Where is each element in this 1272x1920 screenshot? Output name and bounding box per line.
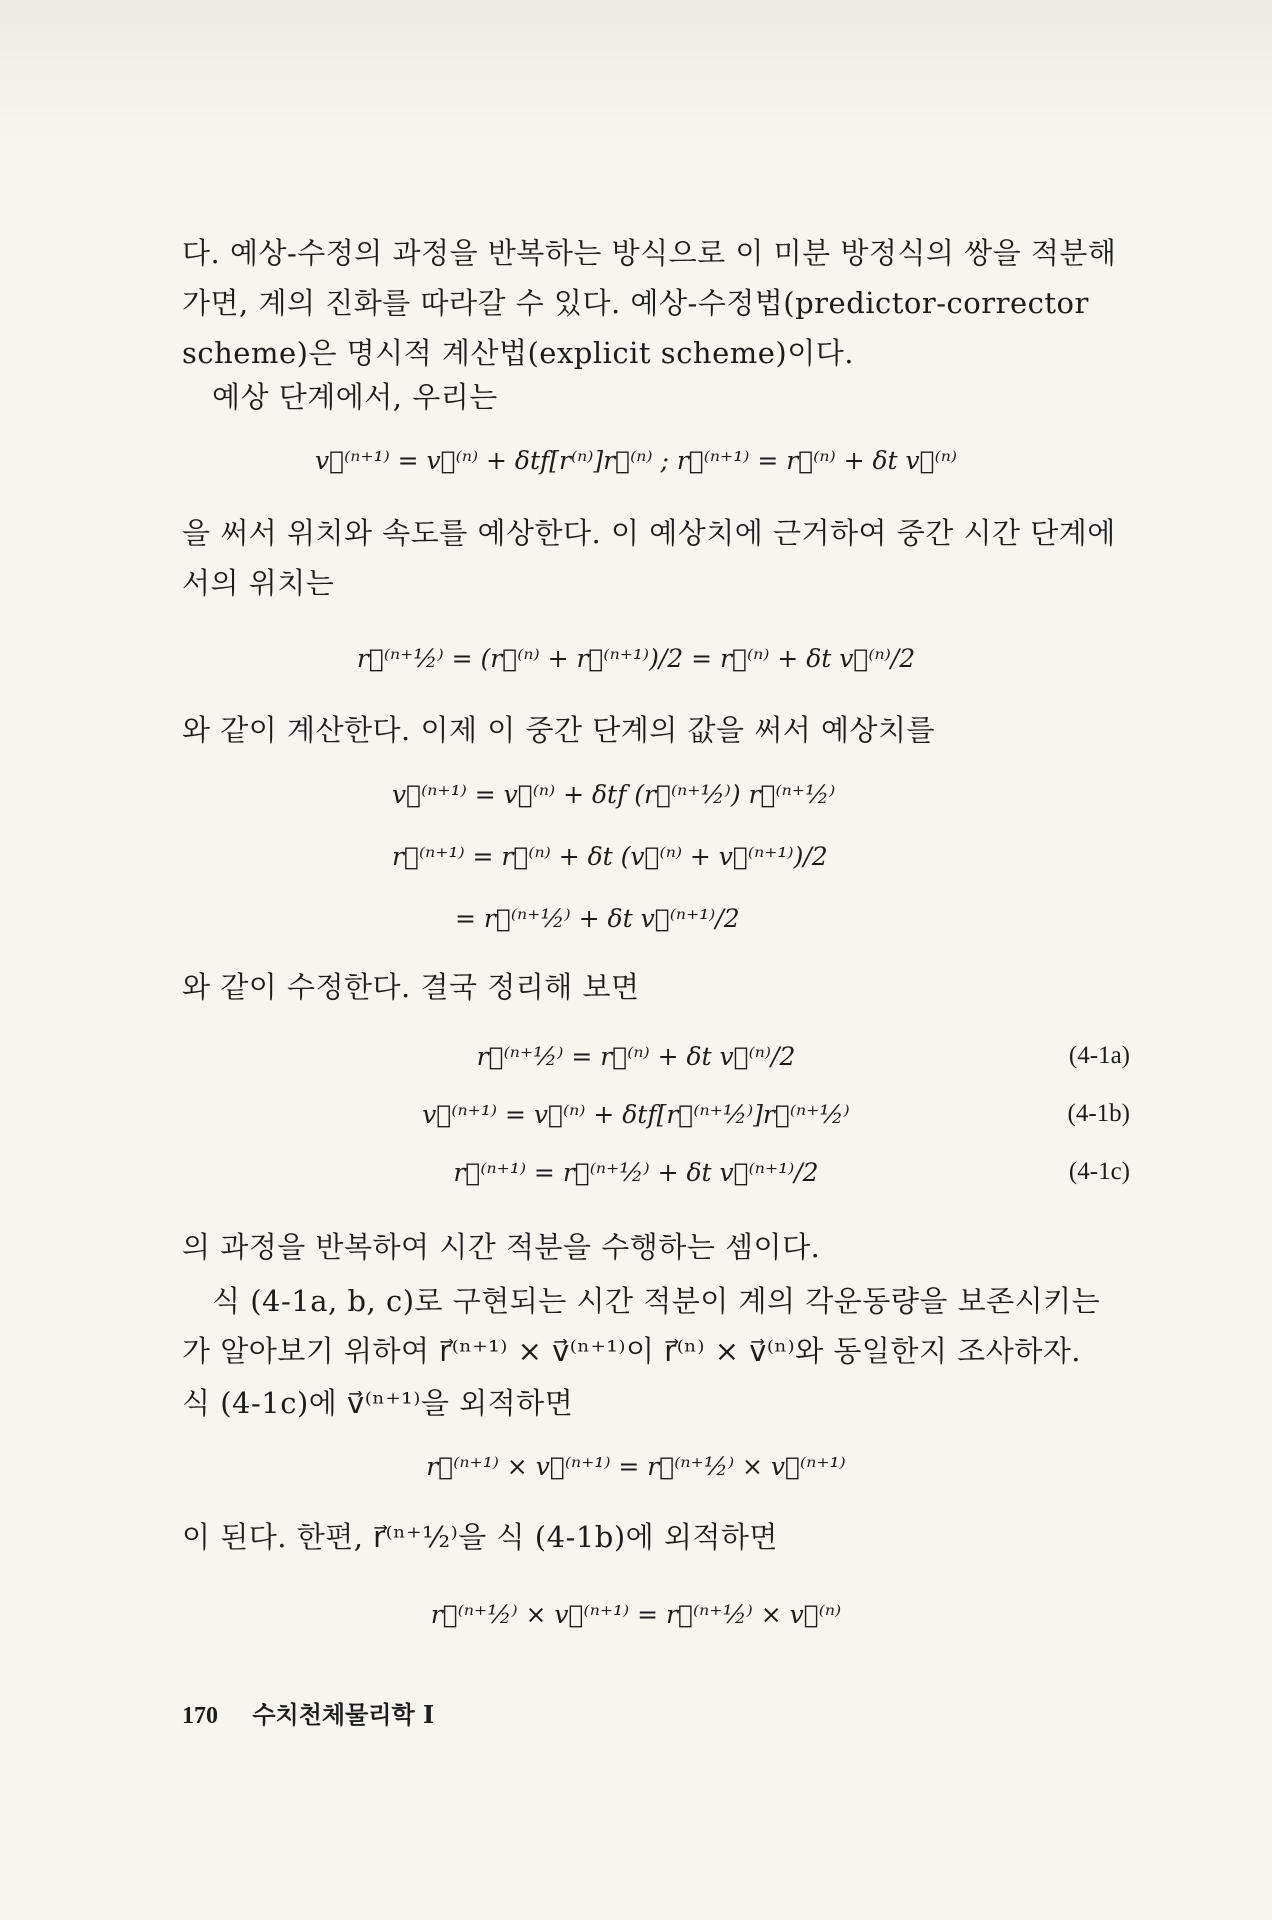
paragraph-2: 예상 단계에서, 우리는 (212, 380, 498, 414)
equation-cross-2: r⃗⁽ⁿ⁺½⁾ × v⃗⁽ⁿ⁺¹⁾ = r⃗⁽ⁿ⁺½⁾ × v⃗⁽ⁿ⁾ (430, 1600, 842, 1629)
paragraph-8: 식 (4-1c)에 v⃗⁽ⁿ⁺¹⁾을 외적하면 (182, 1386, 574, 1420)
paragraph-7: 식 (4-1a, b, c)로 구현되는 시간 적분이 계의 각운동량을 보존시키는가 알아보기 위하여 r⃗⁽ⁿ⁺¹⁾ × v⃗⁽ⁿ⁺¹⁾이 r⃗⁽ⁿ⁾ × v⃗⁽ⁿ⁾와 동일한지 조사하자. (182, 1284, 1101, 1368)
paragraph-4: 와 같이 계산한다. 이제 이 중간 단계의 값을 써서 예상치를 (182, 713, 936, 747)
equation-cross-1: r⃗⁽ⁿ⁺¹⁾ × v⃗⁽ⁿ⁺¹⁾ = r⃗⁽ⁿ⁺½⁾ × v⃗⁽ⁿ⁺¹⁾ (426, 1452, 846, 1481)
page-footer (182, 1695, 434, 1730)
equation-4-1b: v⃗⁽ⁿ⁺¹⁾ = v⃗⁽ⁿ⁾ + δtf[r⃗⁽ⁿ⁺½⁾]r⃗⁽ⁿ⁺½⁾ (422, 1100, 850, 1129)
paragraph-9: 이 된다. 한편, r⃗⁽ⁿ⁺½⁾을 식 (4-1b)에 외적하면 (182, 1520, 778, 1554)
equation-number-4-1a: (4-1a) (1068, 1042, 1130, 1069)
equation-4-1c: r⃗⁽ⁿ⁺¹⁾ = r⃗⁽ⁿ⁺½⁾ + δt v⃗⁽ⁿ⁺¹⁾/2 (453, 1158, 819, 1187)
equation-number-4-1c: (4-1c) (1068, 1158, 1130, 1185)
equation-predict: v⃗⁽ⁿ⁺¹⁾ = v⃗⁽ⁿ⁾ + δtf[r⁽ⁿ⁾]r⃗⁽ⁿ⁾ ; r⃗⁽ⁿ⁺¹⁾ = r⃗⁽ⁿ⁾ + δt v⃗⁽ⁿ⁾ (314, 446, 958, 475)
scan-shadow (0, 0, 1272, 140)
paragraph-5: 와 같이 수정한다. 결국 정리해 보면 (182, 970, 640, 1004)
equation-correct-v: v⃗⁽ⁿ⁺¹⁾ = v⃗⁽ⁿ⁾ + δtf (r⃗⁽ⁿ⁺½⁾) r⃗⁽ⁿ⁺½⁾ (392, 780, 836, 809)
equation-correct-r2: = r⃗⁽ⁿ⁺½⁾ + δt v⃗⁽ⁿ⁺¹⁾/2 (455, 904, 740, 933)
paragraph-1: 다. 예상-수정의 과정을 반복하는 방식으로 이 미분 방정식의 쌍을 적분해 가면, 계의 진화를 따라갈 수 있다. 예상-수정법(predictor-corrector scheme)은 명시적 계산법(explicit scheme)이다. (182, 236, 1117, 370)
book-title: 수치천체물리학 I (252, 1700, 435, 1729)
paragraph-6: 의 과정을 반복하여 시간 적분을 수행하는 셈이다. (182, 1230, 821, 1264)
page-number: 170 (182, 1703, 218, 1729)
equation-4-1a: r⃗⁽ⁿ⁺½⁾ = r⃗⁽ⁿ⁾ + δt v⃗⁽ⁿ⁾/2 (476, 1042, 796, 1071)
equation-correct-r: r⃗⁽ⁿ⁺¹⁾ = r⃗⁽ⁿ⁾ + δt (v⃗⁽ⁿ⁾ + v⃗⁽ⁿ⁺¹⁾)/2 (392, 842, 828, 871)
paragraph-3: 을 써서 위치와 속도를 예상한다. 이 예상치에 근거하여 중간 시간 단계에서의 위치는 (182, 516, 1116, 600)
equation-number-4-1b: (4-1b) (1067, 1100, 1130, 1127)
equation-midpoint: r⃗⁽ⁿ⁺½⁾ = (r⃗⁽ⁿ⁾ + r⃗⁽ⁿ⁺¹⁾)/2 = r⃗⁽ⁿ⁾ + δt v⃗⁽ⁿ⁾/2 (356, 644, 916, 673)
